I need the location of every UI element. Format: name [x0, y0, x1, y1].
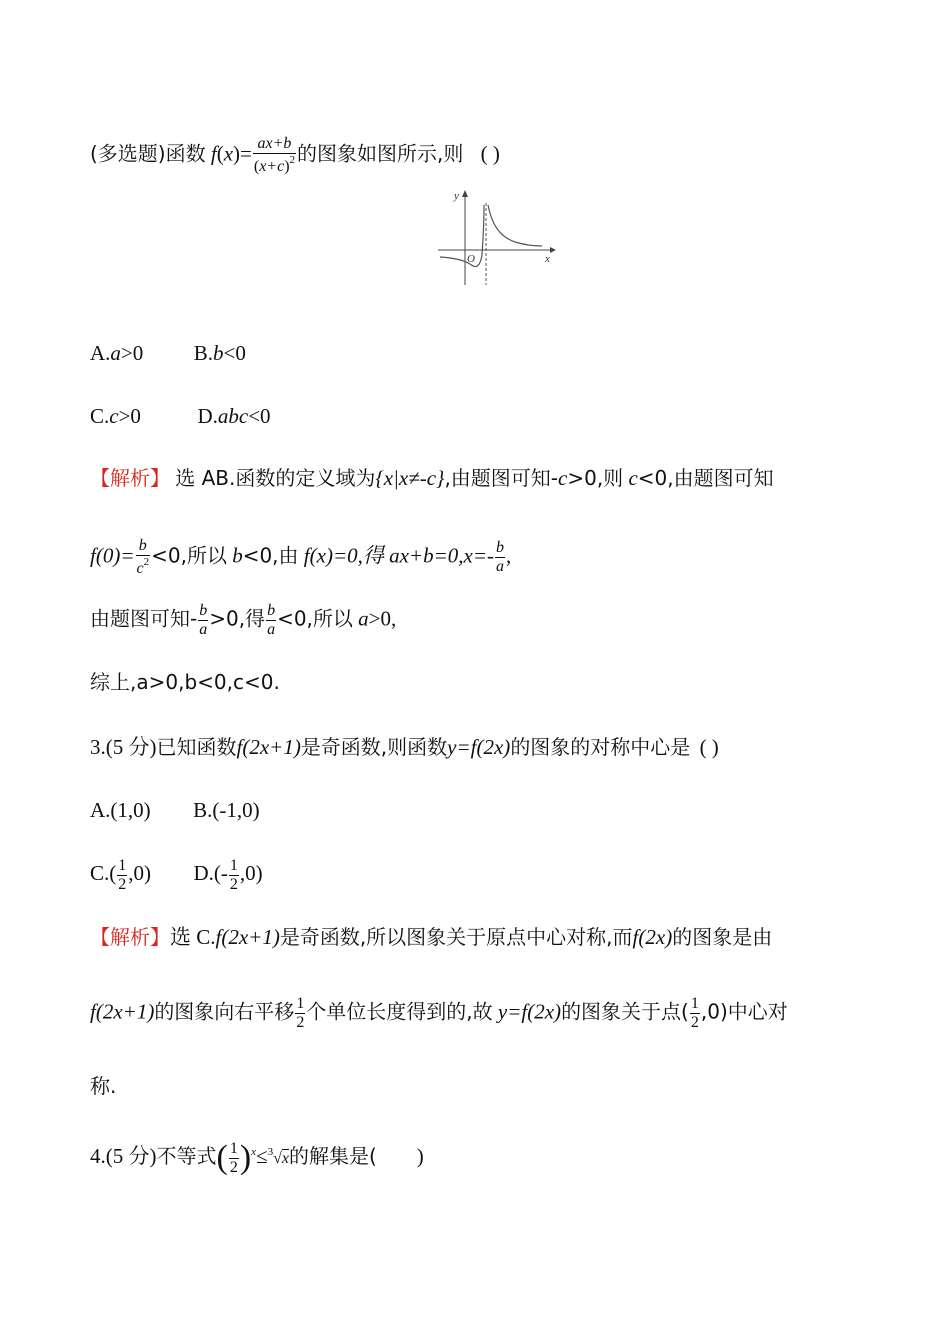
q2-sol1-b: ,由题图可知-	[444, 466, 559, 490]
graph-label-y: y	[454, 190, 459, 202]
q3-solution-line1	[90, 925, 772, 949]
q2-sol3-frac2: $\frac{b}{a}$	[267, 602, 276, 638]
q2-solution-line2	[90, 538, 511, 577]
q4-stem-a: 不等式	[156, 1144, 217, 1168]
q4-stem-b: 的解集是(	[288, 1144, 377, 1168]
q2-sol2-frac: $\frac{b}{c^2}$	[136, 537, 150, 577]
q3-stem-b: 是奇函数,则函数	[300, 735, 448, 759]
q2-sol3-a: 由题图可知-	[90, 606, 198, 631]
q2-solution-line4	[90, 670, 280, 694]
q2-sol1-set: {x|x≠-c}	[375, 466, 445, 490]
q2-stem-b: 的图象如图所示,则	[297, 141, 464, 166]
q4-rel: ≤	[256, 1144, 268, 1168]
q3-expr1: f(2x+1)	[236, 735, 301, 759]
q3-sol2-frac: $\frac{1}{2}$	[296, 995, 305, 1031]
q4-fraction: $\frac{1}{2}$	[229, 1139, 238, 1176]
q2-sol2-end: ,	[506, 543, 512, 568]
q3-solution-tag: 【解析】	[90, 925, 170, 949]
q2-options-ab	[90, 341, 246, 365]
q2-option-a[interactable]: A.a>0	[90, 341, 144, 365]
q3-sol2-c: 的图象关于点(	[561, 999, 689, 1024]
q3-option-b[interactable]: B.(-1,0)	[193, 798, 260, 822]
q3-sol2-b: 个单位长度得到的,故	[306, 999, 493, 1024]
q2-stem-a: 函数	[165, 141, 206, 166]
q2-sol2-frac2: $\frac{b}{a}$	[496, 539, 505, 575]
graph-label-x: x	[545, 253, 550, 265]
q3-sol1-b: 是奇函数,所以图象关于原点中心对称,而	[279, 925, 633, 949]
q4-blank-end: )	[416, 1144, 424, 1168]
q3-option-c[interactable]: C.( $\frac{1}{2}$ ,0)	[90, 857, 151, 893]
graph-curve-right	[488, 205, 542, 246]
q3-blank: ( )	[699, 735, 719, 759]
q2-sol4: 综上,a>0,b<0,c<0.	[90, 670, 280, 694]
q2-frac-num: ax+b	[253, 136, 296, 154]
q2-sol3-e: >0,	[368, 606, 397, 631]
q2-func-x: x	[223, 141, 234, 166]
q2-options-cd	[90, 404, 271, 428]
q2-solution-line1	[90, 466, 774, 490]
q3-number: 3.(5 分)	[90, 735, 157, 759]
q3-solution-line3	[90, 1074, 116, 1098]
q3-sol2-d: ,0)中心对	[700, 999, 788, 1024]
q3-stem	[90, 735, 719, 759]
q3-sol1-a: 选 C.	[170, 925, 216, 949]
q2-sol1-d: >0,则	[567, 466, 624, 490]
q3-sol1-expr2: f(2x)	[632, 925, 673, 949]
q4-sup: x	[251, 1146, 257, 1158]
q2-sol2-e: f(x)=0,得	[303, 543, 384, 568]
q2-sol3-b: >0,得	[209, 606, 266, 631]
q4-stem: 4.(5 分)不等式( $\frac{1}{2}$ )$^x$≤$^3$√x的解集是( )	[90, 1139, 424, 1177]
q2-option-d[interactable]: D.abc<0	[197, 404, 271, 428]
q3-sol2-a: 的图象向右平移	[154, 999, 295, 1024]
graph-x-arrow	[550, 247, 556, 253]
q4-root: $^3$√x	[267, 1146, 289, 1167]
q2-stem: (多选题)函数 f(x)= $\frac{ax+b}{(x+c)^2}$ 的图象如图所示,则 ( )	[90, 135, 500, 175]
q2-sol2-b: <0,所以	[151, 543, 227, 568]
q2-sol2-c: b	[232, 543, 243, 568]
q2-blank: ( )	[480, 141, 500, 166]
q3-option-d[interactable]: D.(- $\frac{1}{2}$ ,0)	[193, 857, 263, 893]
q3-sol2-expr: f(2x+1)	[90, 999, 155, 1024]
q2-sol1-a: 选 AB.函数的定义域为	[175, 466, 376, 490]
graph-y-arrow	[462, 190, 468, 197]
q2-sol2-a: f(0)=	[90, 543, 135, 568]
q2-solution-tag: 【解析】	[90, 466, 170, 490]
q2-option-b[interactable]: B.b<0	[193, 341, 246, 365]
q3-expr2: y=f(2x)	[447, 735, 511, 759]
q2-sol3-d: a	[358, 606, 369, 631]
q2-func-f: f	[210, 141, 217, 166]
q2-sol3-c: <0,所以	[277, 606, 353, 631]
q3-sol1-expr: f(2x+1)	[215, 925, 280, 949]
q3-options-ab	[90, 798, 260, 822]
q3-sol1-c: 的图象是由	[672, 925, 773, 949]
q3-sol2-frac2: $\frac{1}{2}$	[690, 995, 699, 1031]
q3-option-a[interactable]: A.(1,0)	[90, 798, 151, 822]
q2-graph	[430, 185, 560, 290]
q3-sol2-expr2: y=f(2x)	[497, 999, 562, 1024]
q2-sol1-f: <0,由题图可知	[637, 466, 774, 490]
q2-sol1-e: c	[628, 466, 638, 490]
q2-sol3-frac: $\frac{b}{a}$	[199, 602, 208, 638]
q3-sol3: 称.	[90, 1074, 117, 1098]
q2-option-c[interactable]: C.c>0	[90, 404, 141, 428]
q3-stem-c: 的图象的对称中心是	[510, 735, 691, 759]
q4-number: 4.(5 分)	[90, 1144, 157, 1168]
graph-curve-left	[440, 205, 484, 267]
q3-solution-line2	[90, 996, 788, 1031]
q2-solution-line3	[90, 603, 396, 638]
q2-frac-den: x+c	[259, 158, 285, 175]
q2-sol1-c: c	[558, 466, 568, 490]
q2-frac-sup: 2	[289, 154, 296, 166]
q2-fraction: $\frac{ax+b}{(x+c)^2}$	[253, 135, 296, 175]
q2-sol2-d: <0,由	[242, 543, 299, 568]
q3-stem-a: 已知函数	[156, 735, 237, 759]
q2-tag: (多选题)	[90, 141, 166, 166]
graph-label-o: O	[467, 253, 475, 265]
q2-sol2-f: ax+b=0,x=-	[389, 543, 495, 568]
q3-options-cd	[90, 858, 263, 893]
